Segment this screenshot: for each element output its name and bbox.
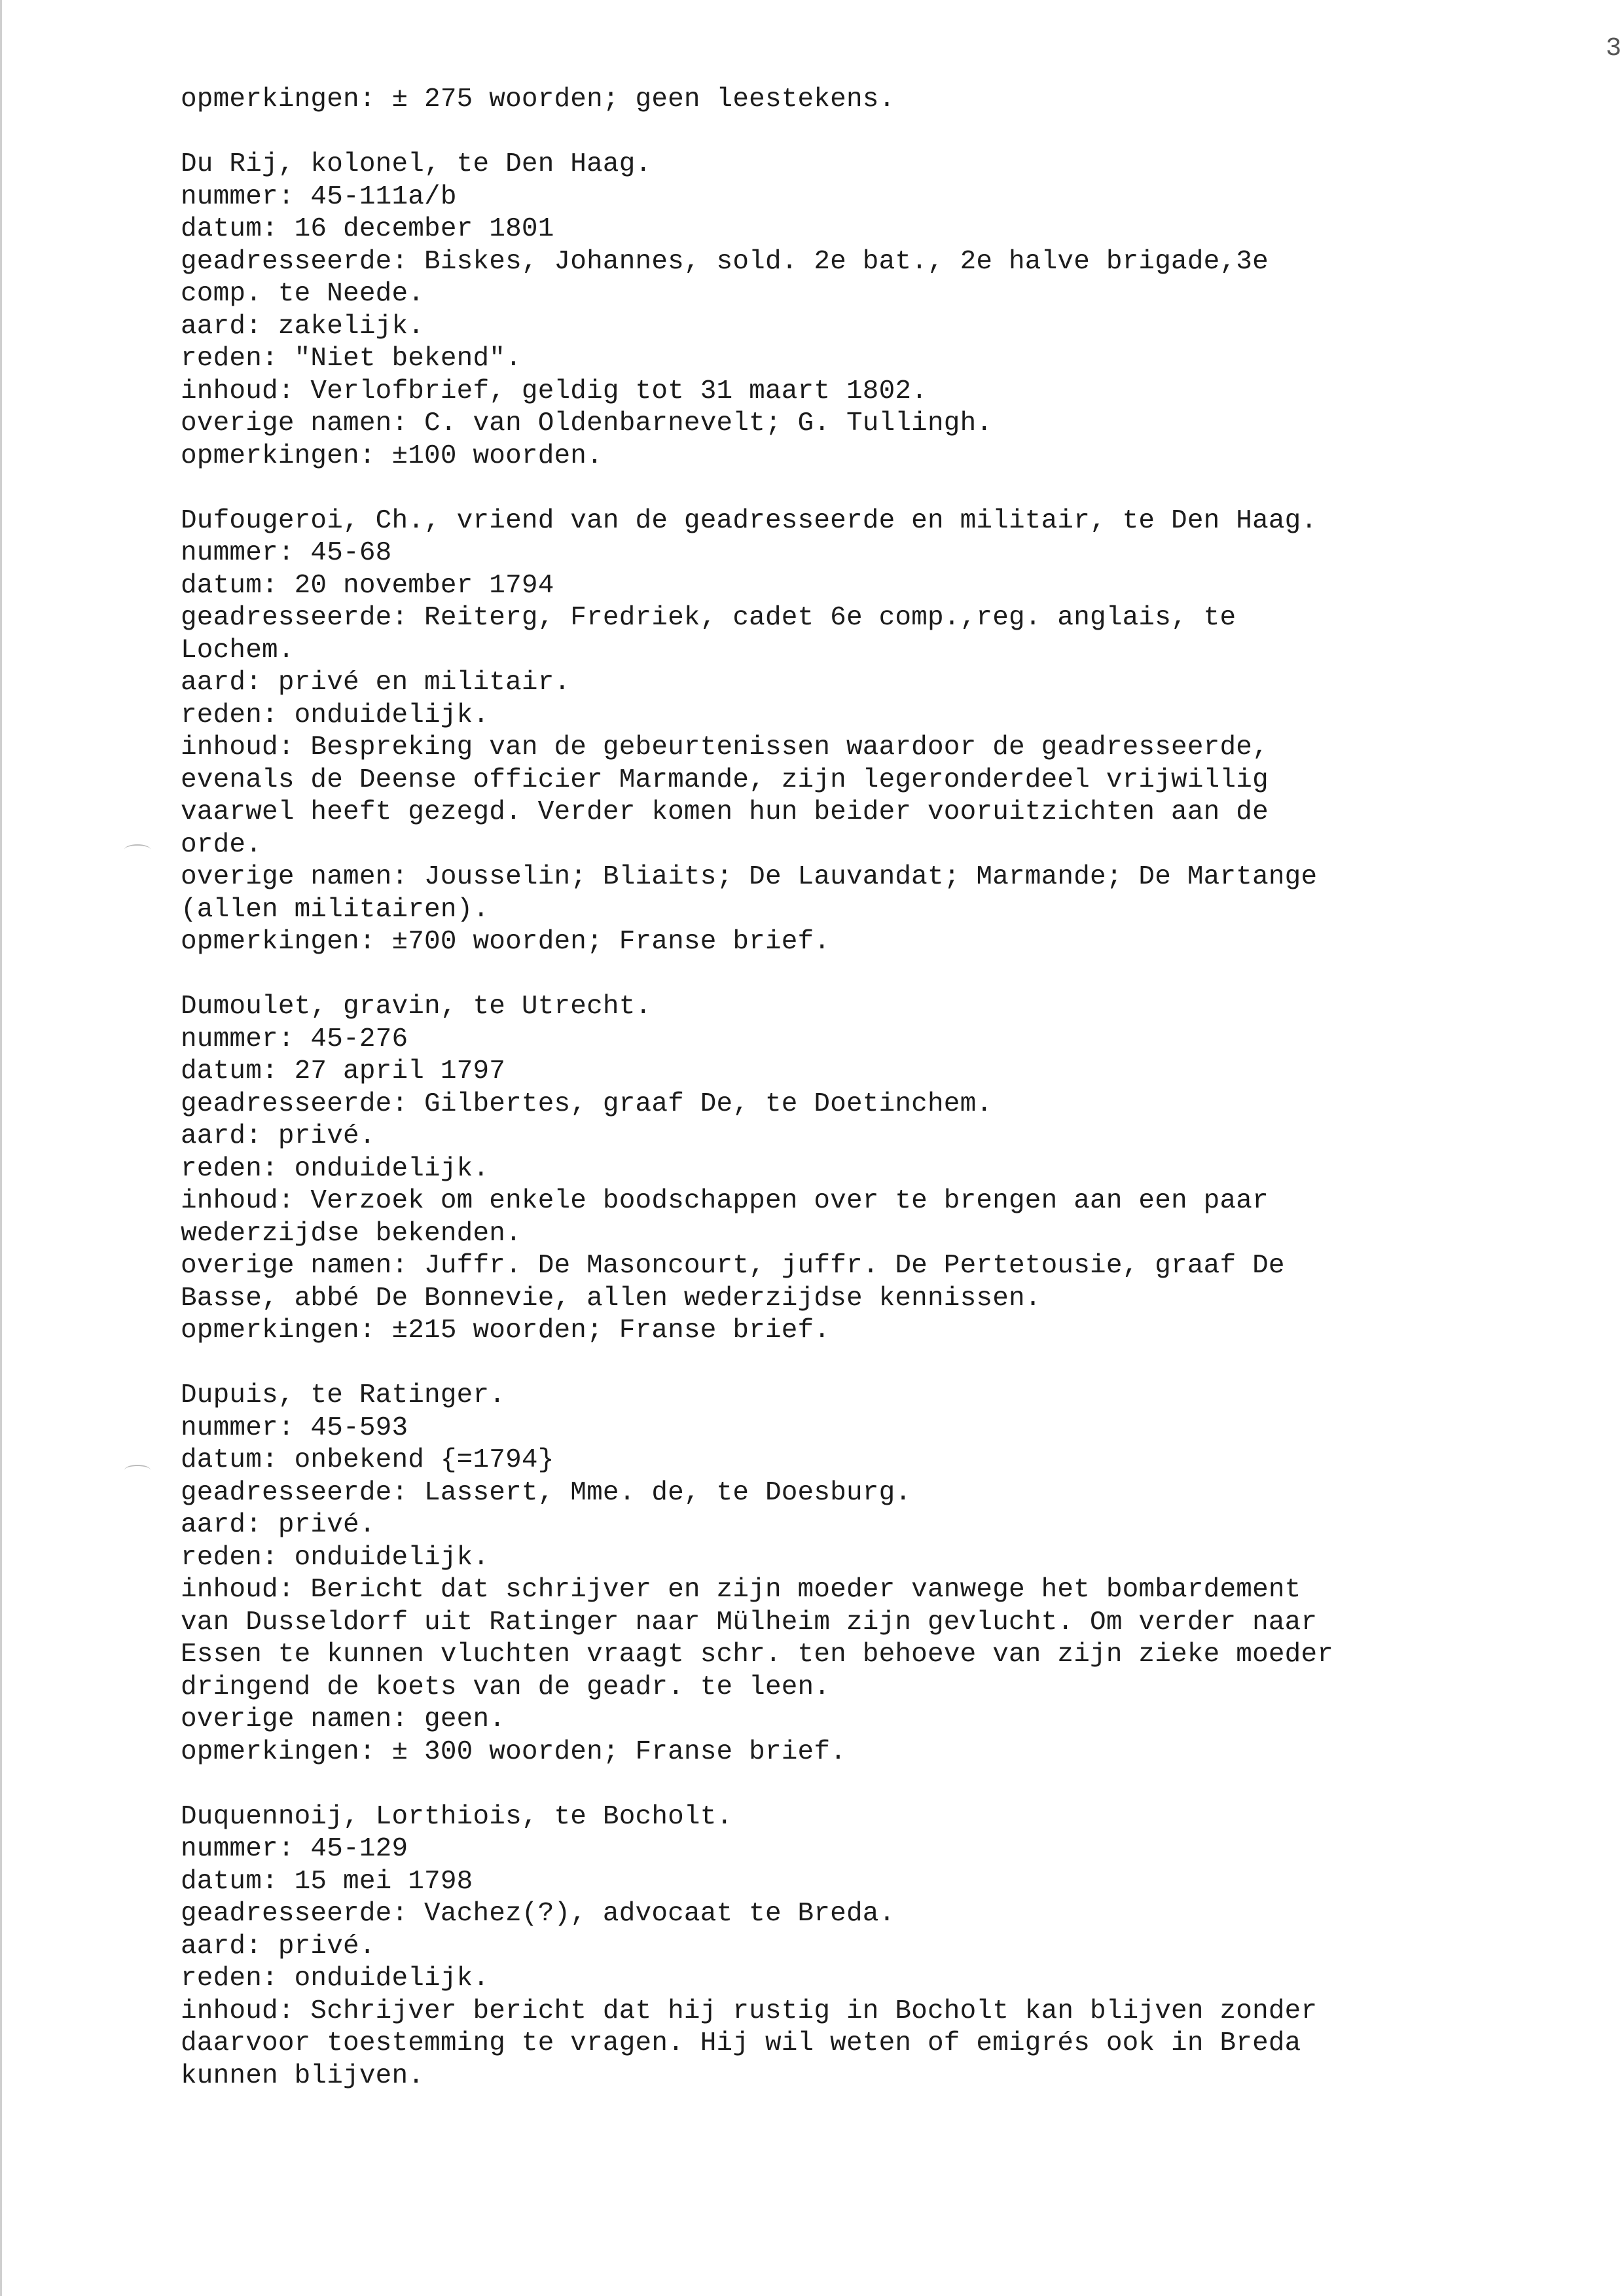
entry-field-line: (allen militairen). [181,894,490,925]
entry-field-line: reden: onduidelijk. [181,700,490,730]
entry-field-line: aard: privé. [181,1510,376,1540]
entry-field-line: datum: 15 mei 1798 [181,1866,473,1897]
entry-field-line: geadresseerde: Gilbertes, graaf De, te Doetinchem. [181,1088,993,1119]
archive-entry [181,1380,1490,1768]
entry-field-line: nummer: 45-129 [181,1834,408,1864]
entry-field-line: aard: privé. [181,1121,376,1151]
entry-field-line: geadresseerde: Lassert, Mme. de, te Doesburg. [181,1477,912,1508]
entry-field-line: Lochem. [181,635,295,666]
entry-field-line: vaarwel heeft gezegd. Verder komen hun beider vooruitzichten aan de [181,797,1269,827]
entry-list [181,149,1490,2092]
margin-mark [124,844,151,855]
entry-field-line: datum: onbekend {=1794} [181,1445,554,1475]
entry-field-line: opmerkingen: ± 300 woorden; Franse brief. [181,1736,846,1767]
entry-heading: Dufougeroi, Ch., vriend van de geadresseerde en militair, te Den Haag. [181,505,1318,536]
entry-field-line: overige namen: geen. [181,1704,506,1734]
entry-field-line: nummer: 45-111a/b [181,181,457,212]
entry-field-line: nummer: 45-68 [181,538,392,568]
entry-field-line: Essen te kunnen vluchten vraagt schr. ten behoeve van zijn zieke moeder [181,1640,1334,1670]
entry-field-line: overige namen: Juffr. De Masoncourt, juffr. De Pertetousie, graaf De [181,1251,1285,1281]
entry-field-line: nummer: 45-593 [181,1412,408,1443]
entry-field-line: reden: onduidelijk. [181,1542,490,1573]
entry-field-line: geadresseerde: Reiterg, Fredriek, cadet 6e comp.,reg. anglais, te [181,603,1236,633]
entry-field-line: reden: onduidelijk. [181,1964,490,1994]
entry-field-line: evenals de Deense officier Marmande, zijn legeronderdeel vrijwillig [181,764,1269,795]
document-body [181,84,1490,2125]
entry-field-line: kunnen blijven. [181,2060,425,2091]
entry-field-line: dringend de koets van de geadr. te leen. [181,1672,831,1702]
entry-field-line: reden: "Niet bekend". [181,344,522,374]
archive-entry [181,991,1490,1348]
entry-field-line: datum: 27 april 1797 [181,1056,506,1086]
archive-entry [181,149,1490,473]
scan-edge [0,0,2,2296]
archive-entry [181,1801,1490,2093]
entry-heading: Duquennoij, Lorthiois, te Bocholt. [181,1801,733,1832]
entry-field-line: aard: zakelijk. [181,311,425,342]
entry-field-line: datum: 20 november 1794 [181,570,554,601]
entry-field-line: opmerkingen: ±100 woorden. [181,440,603,471]
entry-field-line: geadresseerde: Biskes, Johannes, sold. 2e bat., 2e halve brigade,3e [181,246,1269,277]
entry-field-line: wederzijdse bekenden. [181,1218,522,1249]
entry-heading: Dupuis, te Ratinger. [181,1380,506,1410]
entry-field-line: aard: privé. [181,1931,376,1962]
entry-field-line: geadresseerde: Vachez(?), advocaat te Breda. [181,1899,895,1929]
archive-entry [181,505,1490,959]
lead-line: opmerkingen: ± 275 woorden; geen leestekens. [181,84,895,115]
entry-field-line: comp. te Neede. [181,279,425,309]
entry-field-line: orde. [181,829,262,860]
entry-field-line: inhoud: Bericht dat schrijver en zijn moeder vanwege het bombardement [181,1575,1301,1605]
entry-field-line: opmerkingen: ±215 woorden; Franse brief. [181,1316,831,1346]
entry-field-line: reden: onduidelijk. [181,1153,490,1184]
entry-field-line: daarvoor toestemming te vragen. Hij wil weten of emigrés ook in Breda [181,2028,1301,2058]
entry-field-line: inhoud: Schrijver bericht dat hij rustig in Bocholt kan blijven zonder [181,1996,1318,2026]
entry-field-line: overige namen: C. van Oldenbarnevelt; G. Tullingh. [181,408,993,439]
margin-mark [124,1465,151,1475]
entry-field-line: inhoud: Verzoek om enkele boodschappen over te brengen aan een paar [181,1186,1269,1216]
entry-field-line: van Dusseldorf uit Ratinger naar Mülheim zijn gevlucht. Om verder naar [181,1607,1318,1638]
lead-entry [181,84,1490,117]
entry-field-line: overige namen: Jousselin; Bliaits; De Lauvandat; Marmande; De Martange [181,862,1318,892]
entry-field-line: nummer: 45-276 [181,1024,408,1054]
entry-field-line: datum: 16 december 1801 [181,214,554,244]
entry-field-line: opmerkingen: ±700 woorden; Franse brief. [181,927,831,957]
page-number: 3 [1605,34,1621,63]
entry-heading: Du Rij, kolonel, te Den Haag. [181,149,652,179]
entry-heading: Dumoulet, gravin, te Utrecht. [181,992,652,1022]
entry-field-line: inhoud: Verlofbrief, geldig tot 31 maart 1802. [181,376,928,406]
entry-field-line: inhoud: Bespreking van de gebeurtenissen waardoor de geadresseerde, [181,732,1269,762]
entry-field-line: Basse, abbé De Bonnevie, allen wederzijdse kennissen. [181,1283,1041,1314]
entry-field-line: aard: privé en militair. [181,668,571,698]
